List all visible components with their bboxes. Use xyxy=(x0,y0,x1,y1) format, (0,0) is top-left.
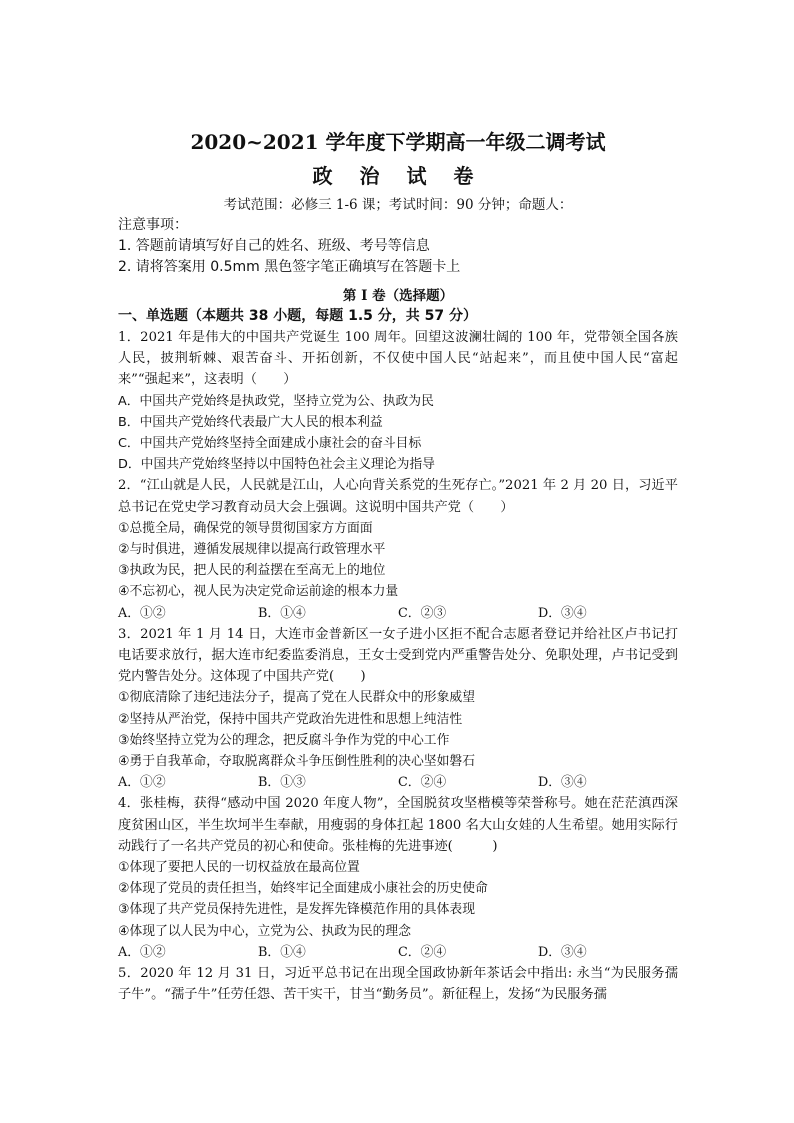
choice: B．①④ xyxy=(258,605,306,621)
statement: ④体现了以人民为中心，立党为公、执政为民的理念 xyxy=(118,923,412,939)
choice: C．②④ xyxy=(398,775,447,791)
choice: B．①③ xyxy=(258,775,306,791)
question-stem: 3．2021 年 1 月 14 日，大连市金普新区一女子进小区拒不配合志愿者登记并给社区卢书记打电话要求放行，据大连市纪委监委消息，王女士受到党内严重警告处分、免职处理，卢书记受到党内警告处分。这体现了中国共产党( ) xyxy=(118,626,678,685)
choice: B．①④ xyxy=(258,944,306,960)
question-stem: 4．张桂梅，获得“感动中国 2020 年度人物”，全国脱贫攻坚楷模等荣誉称号。她在茫茫滇西深度贫困山区，半生坎坷半生奉献，用瘦弱的身体扛起 1800 名大山女娃的人生希望。她用实际行动践行了一名共产党员的初心和使命。张桂梅的先进事迹( ) xyxy=(118,796,678,854)
exam-title: 2020~2021 学年度下学期高一年级二调考试 xyxy=(190,130,606,154)
option: C．中国共产党始终坚持全面建成小康社会的奋斗目标 xyxy=(118,436,422,452)
notice-item: 1. 答题前请填写好自己的姓名、班级、考号等信息 xyxy=(118,238,430,254)
statement: ①总揽全局，确保党的领导贯彻国家方方面面 xyxy=(118,520,373,536)
question-3 xyxy=(118,624,678,794)
statement: ②体现了党员的责任担当，始终牢记全面建成小康社会的历史使命 xyxy=(118,881,488,897)
option: D．中国共产党始终坚持以中国特色社会主义理论为指导 xyxy=(118,457,435,473)
choice: C．②④ xyxy=(398,944,447,960)
option: B．中国共产党始终代表最广大人民的根本利益 xyxy=(118,414,383,430)
statement: ①体现了要把人民的一切权益放在最高位置 xyxy=(118,860,360,876)
notice-block xyxy=(118,215,678,278)
notice-item: 2. 请将答案用 0.5mm 黑色签字笔正确填写在答题卡上 xyxy=(118,259,461,275)
choice: A．①② xyxy=(118,605,166,621)
choice: C．②③ xyxy=(398,605,447,621)
choice-row xyxy=(118,603,678,624)
choice: A．①② xyxy=(118,775,166,791)
choice: D．③④ xyxy=(538,944,587,960)
choice-row xyxy=(118,942,678,963)
exam-info: 考试范围：必修三 1-6 课；考试时间：90 分钟；命题人： xyxy=(223,197,573,213)
choice-row xyxy=(118,772,678,793)
statement: ④勇于自我革命，夺取脱离群众斗争压倒性胜利的决心坚如磐石 xyxy=(118,754,475,770)
question-stem: 5．2020 年 12 月 31 日，习近平总书记在出现全国政协新年茶话会中指出: 永当“为民服务孺子牛”。“孺子牛”任劳任怨、苦干实干，甘当“勤务员”。新征程上，发扬“为民服务孺 xyxy=(118,966,678,1003)
question-stem: 2．“江山就是人民，人民就是江山，人心向背关系党的生死存亡。”2021 年 2 月 20 日，习近平总书记在党史学习教育动员大会上强调。这说明中国共产党（ ） xyxy=(118,478,678,515)
question-1 xyxy=(118,327,678,475)
choice: D．③④ xyxy=(538,775,587,791)
question-4 xyxy=(118,793,678,963)
notice-heading: 注意事项： xyxy=(118,217,188,233)
option: A．中国共产党始终是执政党，坚持立党为公、执政为民 xyxy=(118,393,434,409)
exam-page xyxy=(118,128,678,1006)
choice: D．③④ xyxy=(538,605,587,621)
part-title: 一、单选题（本题共 38 小题，每题 1.5 分，共 57 分） xyxy=(118,308,478,324)
statement: ①彻底清除了违纪违法分子，提高了党在人民群众中的形象威望 xyxy=(118,690,475,706)
question-stem: 1．2021 年是伟大的中国共产党诞生 100 周年。回望这波澜壮阔的 100 年，党带领全国各族人民，披荆斩棘、艰苦奋斗、开拓创新，不仅使中国人民“站起来”，而且使中国人民“富起来”“强起来”，这表明（ ） xyxy=(118,330,678,388)
statement: ②与时俱进，遵循发展规律以提高行政管理水平 xyxy=(118,542,386,558)
question-2 xyxy=(118,475,678,623)
statement: ③执政为民，把人民的利益摆在至高无上的地位 xyxy=(118,563,386,579)
statement: ③体现了共产党员保持先进性，是发挥先锋模范作用的具体表现 xyxy=(118,902,475,918)
statement: ③始终坚持立党为公的理念，把反腐斗争作为党的中心工作 xyxy=(118,732,450,748)
question-5 xyxy=(118,963,678,1005)
exam-subtitle: 政 治 试 卷 xyxy=(312,164,484,188)
statement: ④不忘初心，视人民为决定党命运前途的根本力量 xyxy=(118,584,399,600)
choice: A．①② xyxy=(118,944,166,960)
statement: ②坚持从严治党，保持中国共产党政治先进性和思想上纯洁性 xyxy=(118,711,463,727)
section-title: 第 I 卷（选择题） xyxy=(342,288,454,304)
